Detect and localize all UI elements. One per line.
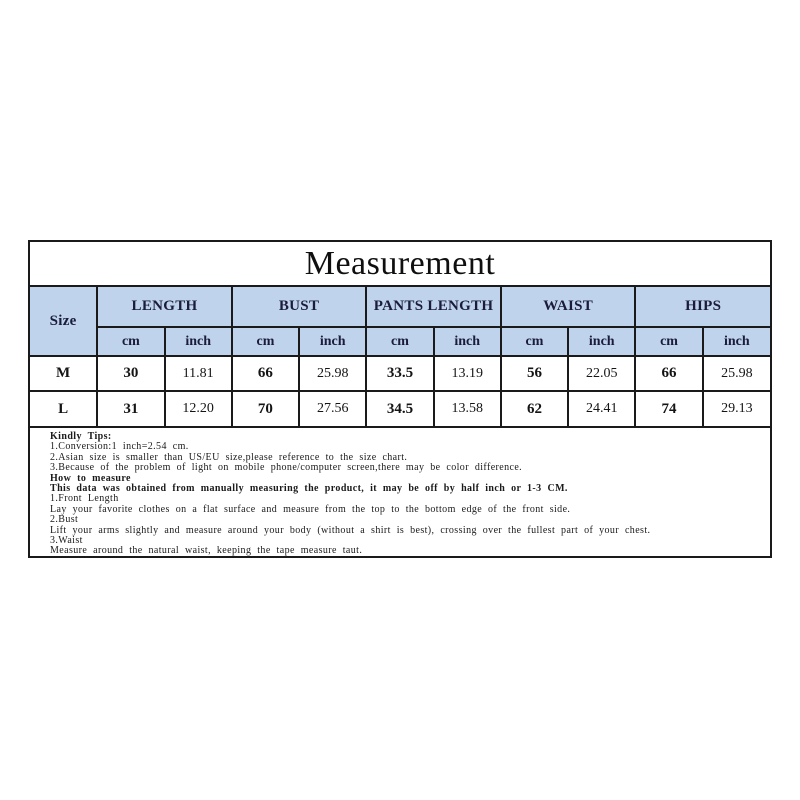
value-cell: 25.98: [703, 356, 770, 391]
unit-inch-header: inch: [434, 327, 501, 356]
value-cell: 13.19: [434, 356, 501, 391]
unit-inch-header: inch: [568, 327, 635, 356]
group-header-pants-length: PANTS LENGTH: [366, 287, 501, 327]
size-column-header: Size: [30, 287, 97, 356]
value-cell: 56: [501, 356, 568, 391]
table-row-m: [30, 356, 770, 391]
tip-line: 1.Front Length: [50, 493, 119, 505]
group-header-hips: HIPS: [635, 287, 770, 327]
value-cell: 24.41: [568, 391, 635, 426]
size-cell: M: [30, 356, 97, 391]
value-cell: 25.98: [299, 356, 366, 391]
unit-cm-header: cm: [97, 327, 164, 356]
tip-line: 2.Bust: [50, 514, 79, 526]
group-header-length: LENGTH: [97, 287, 232, 327]
value-cell: 66: [232, 356, 299, 391]
unit-cm-header: cm: [232, 327, 299, 356]
value-cell: 70: [232, 391, 299, 426]
tip-line: 1.Conversion:1 inch=2.54 cm.: [50, 441, 189, 453]
value-cell: 62: [501, 391, 568, 426]
unit-inch-header: inch: [165, 327, 232, 356]
size-table: [30, 287, 770, 426]
group-header-bust: BUST: [232, 287, 367, 327]
tip-line: 3.Waist: [50, 535, 83, 547]
tip-line: Lay your favorite clothes on a flat surface and measure from the top to the bottom edge of the front side.: [50, 503, 571, 515]
measurement-card: [28, 240, 772, 558]
tip-line: Lift your arms slightly and measure around your body (without a shirt is best), crossing over the fullest part of your chest.: [50, 524, 651, 536]
value-cell: 22.05: [568, 356, 635, 391]
value-cell: 33.5: [366, 356, 433, 391]
value-cell: 31: [97, 391, 164, 426]
how-to-measure-title: How to measure: [50, 472, 131, 484]
unit-inch-header: inch: [299, 327, 366, 356]
unit-inch-header: inch: [703, 327, 770, 356]
tip-line: 2.Asian size is smaller than US/EU size,please reference to the size chart.: [50, 451, 408, 463]
value-cell: 34.5: [366, 391, 433, 426]
table-row-l: [30, 391, 770, 426]
size-cell: L: [30, 391, 97, 426]
how-to-measure-intro: This data was obtained from manually measuring the product, it may be off by half inch or 1-3 CM.: [50, 483, 568, 495]
group-header-row: [30, 287, 770, 327]
unit-cm-header: cm: [501, 327, 568, 356]
tip-line: 3.Because of the problem of light on mobile phone/computer screen,there may be color difference.: [50, 462, 523, 474]
group-header-waist: WAIST: [501, 287, 636, 327]
value-cell: 66: [635, 356, 702, 391]
kindly-tips-title: Kindly Tips:: [50, 431, 112, 442]
tip-line: Measure around the natural waist, keeping the tape measure taut.: [50, 545, 363, 556]
value-cell: 74: [635, 391, 702, 426]
value-cell: 29.13: [703, 391, 770, 426]
unit-cm-header: cm: [635, 327, 702, 356]
value-cell: 13.58: [434, 391, 501, 426]
value-cell: 11.81: [165, 356, 232, 391]
card-title: Measurement: [30, 242, 770, 287]
unit-cm-header: cm: [366, 327, 433, 356]
unit-header-row: [30, 327, 770, 356]
value-cell: 12.20: [165, 391, 232, 426]
value-cell: 30: [97, 356, 164, 391]
value-cell: 27.56: [299, 391, 366, 426]
tips-section: [30, 426, 770, 556]
